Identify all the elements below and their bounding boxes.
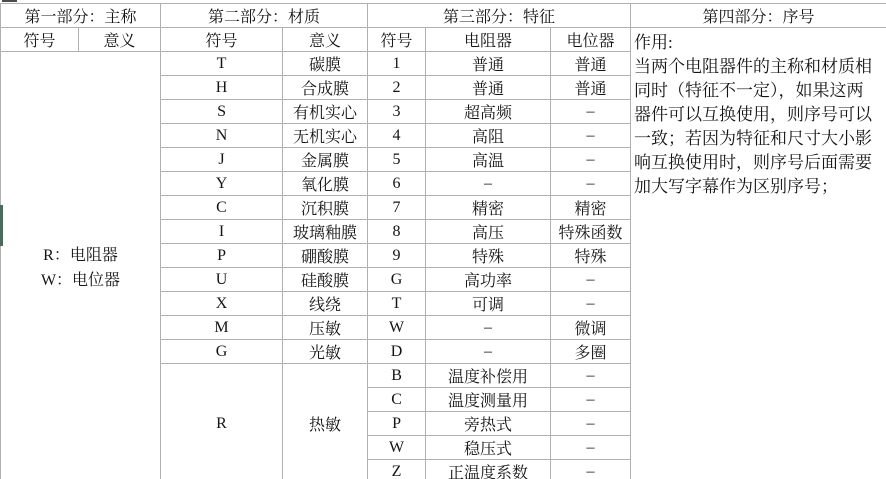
material-meaning-cell: 无机实心	[283, 124, 368, 148]
feature-symbol-cell: 7	[368, 196, 426, 220]
feature-symbol-cell: 1	[368, 52, 426, 76]
main-name-potentiometer: W：电位器	[40, 271, 121, 289]
feature-resistor-cell: 高压	[426, 220, 551, 244]
material-meaning-cell: 合成膜	[283, 76, 368, 100]
feature-resistor-cell: 普通	[426, 52, 551, 76]
feature-symbol-cell: B	[368, 364, 426, 388]
feature-potentiometer-cell: –	[551, 148, 631, 172]
feature-symbol-cell: Z	[368, 460, 426, 479]
feature-potentiometer-cell: 特殊函数	[551, 220, 631, 244]
feature-symbol-cell: 8	[368, 220, 426, 244]
feature-resistor-cell: 温度补偿用	[426, 364, 551, 388]
feature-resistor-cell: 特殊	[426, 244, 551, 268]
material-symbol-cell: T	[161, 52, 283, 76]
part3-title: 第三部分：特征	[368, 4, 631, 28]
part1-title: 第一部分：主称	[1, 4, 161, 28]
feature-symbol-cell: W	[368, 436, 426, 460]
main-name-resistor: R：电阻器	[43, 246, 118, 264]
material-symbol-cell: P	[161, 244, 283, 268]
feature-resistor-cell: –	[426, 172, 551, 196]
feature-potentiometer-cell: –	[551, 292, 631, 316]
material-symbol-cell: G	[161, 340, 283, 364]
feature-potentiometer-cell: 多圈	[551, 340, 631, 364]
material-meaning-cell: 硼酸膜	[283, 244, 368, 268]
feature-resistor-cell: 高阻	[426, 124, 551, 148]
material-meaning-cell-thermal: 热敏	[283, 364, 368, 479]
feature-resistor-cell: 普通	[426, 76, 551, 100]
feature-potentiometer-cell: 普通	[551, 52, 631, 76]
part4-function-text: 当两个电阻器件的主称和材质相同时（特征不一定），如果这两器件可以互换使用，则序号可以一致；若因为特征和尺寸大小影响互换使用时，则序号后面需要加大写字幕作为区别序号；	[634, 57, 873, 196]
feature-resistor-cell: 高功率	[426, 268, 551, 292]
component-naming-table	[0, 3, 886, 479]
left-edge-green-marker	[0, 205, 3, 246]
material-symbol-cell: C	[161, 196, 283, 220]
feature-potentiometer-cell: 特殊	[551, 244, 631, 268]
feature-resistor-cell: 稳压式	[426, 436, 551, 460]
feature-symbol-cell: 4	[368, 124, 426, 148]
part3-potentiometer-header: 电位器	[551, 28, 631, 52]
part1-meaning-header: 意义	[79, 28, 161, 52]
material-meaning-cell: 线绕	[283, 292, 368, 316]
feature-potentiometer-cell: –	[551, 412, 631, 436]
material-symbol-cell: H	[161, 76, 283, 100]
material-symbol-cell: X	[161, 292, 283, 316]
part4-function-label: 作用:	[634, 33, 673, 52]
material-symbol-cell: I	[161, 220, 283, 244]
feature-symbol-cell: T	[368, 292, 426, 316]
feature-resistor-cell: 正温度系数	[426, 460, 551, 479]
material-symbol-cell: S	[161, 100, 283, 124]
feature-potentiometer-cell: –	[551, 172, 631, 196]
feature-symbol-cell: C	[368, 388, 426, 412]
material-meaning-cell: 玻璃釉膜	[283, 220, 368, 244]
feature-symbol-cell: D	[368, 340, 426, 364]
feature-symbol-cell: 3	[368, 100, 426, 124]
feature-symbol-cell: W	[368, 316, 426, 340]
feature-resistor-cell: 可调	[426, 292, 551, 316]
feature-symbol-cell: G	[368, 268, 426, 292]
part1-symbol-header: 符号	[1, 28, 79, 52]
feature-potentiometer-cell: –	[551, 388, 631, 412]
feature-resistor-cell: –	[426, 340, 551, 364]
feature-potentiometer-cell: –	[551, 100, 631, 124]
feature-potentiometer-cell: –	[551, 268, 631, 292]
material-symbol-cell: M	[161, 316, 283, 340]
part2-meaning-header: 意义	[283, 28, 368, 52]
material-symbol-cell: J	[161, 148, 283, 172]
material-symbol-cell: N	[161, 124, 283, 148]
feature-potentiometer-cell: –	[551, 124, 631, 148]
part4-body-cell	[631, 28, 886, 479]
material-meaning-cell: 碳膜	[283, 52, 368, 76]
material-meaning-cell: 光敏	[283, 340, 368, 364]
feature-symbol-cell: 9	[368, 244, 426, 268]
material-meaning-cell: 金属膜	[283, 148, 368, 172]
feature-potentiometer-cell: –	[551, 436, 631, 460]
material-symbol-cell-thermal: R	[161, 364, 283, 479]
feature-potentiometer-cell: –	[551, 364, 631, 388]
feature-resistor-cell: 旁热式	[426, 412, 551, 436]
feature-resistor-cell: 超高频	[426, 100, 551, 124]
part1-body-cell	[1, 52, 161, 479]
part3-resistor-header: 电阻器	[426, 28, 551, 52]
material-meaning-cell: 压敏	[283, 316, 368, 340]
feature-resistor-cell: –	[426, 316, 551, 340]
material-symbol-cell: Y	[161, 172, 283, 196]
material-symbol-cell: U	[161, 268, 283, 292]
part4-title: 第四部分：序号	[631, 4, 886, 28]
feature-symbol-cell: 6	[368, 172, 426, 196]
feature-resistor-cell: 温度测量用	[426, 388, 551, 412]
feature-symbol-cell: 5	[368, 148, 426, 172]
part3-symbol-header: 符号	[368, 28, 426, 52]
material-meaning-cell: 有机实心	[283, 100, 368, 124]
material-meaning-cell: 氧化膜	[283, 172, 368, 196]
feature-potentiometer-cell: 精密	[551, 196, 631, 220]
feature-potentiometer-cell: –	[551, 460, 631, 479]
feature-symbol-cell: 2	[368, 76, 426, 100]
feature-potentiometer-cell: 微调	[551, 316, 631, 340]
column-headers-row	[1, 28, 886, 52]
part2-symbol-header: 符号	[161, 28, 283, 52]
material-meaning-cell: 硅酸膜	[283, 268, 368, 292]
feature-resistor-cell: 精密	[426, 196, 551, 220]
feature-resistor-cell: 高温	[426, 148, 551, 172]
feature-symbol-cell: P	[368, 412, 426, 436]
part-titles-row	[1, 4, 886, 28]
top-edge-text-fragment	[2, 0, 17, 2]
part2-title: 第二部分：材质	[161, 4, 368, 28]
feature-potentiometer-cell: 普通	[551, 76, 631, 100]
material-meaning-cell: 沉积膜	[283, 196, 368, 220]
